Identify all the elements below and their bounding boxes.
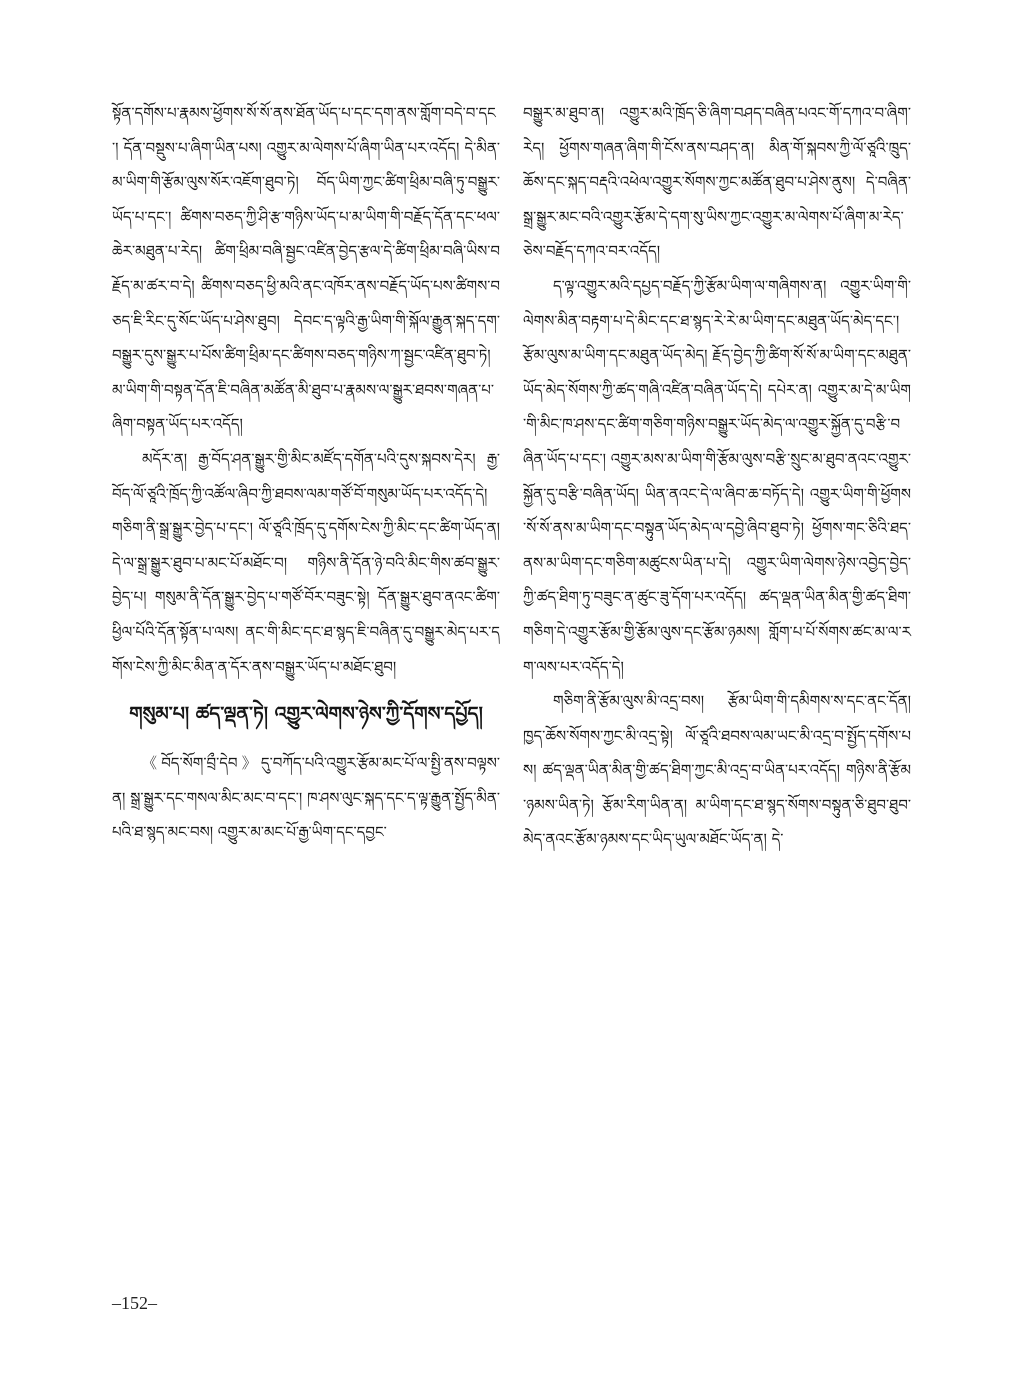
right-column [523, 96, 911, 857]
left-column [112, 96, 500, 850]
paragraph: གཅིག་ནི་རྩོམ་ལུས་མི་འདྲ་བས། རྩོམ་ཡིག་གི་དམིགས་ས་དང་ནང་དོན། ཁྱད་ཆོས་སོགས་ཀྱང་མི་འདྲ་སྟེ། ལོ་ཙཱའི་ཐབས་ལམ་ཡང་མི་འདྲ་བ་སྤྱོད་དགོས་པས། ཚད་ལྡན་ཡིན་མིན་གྱི་ཚད་ཐིག་ཀྱང་མི་འདྲ་བ་ཡིན་པར་འདོད། གཉིས་ནི་རྩོམ་ཉམས་ཡིན་ཏེ། རྩོམ་རིག་ཡིན་ན། མ་ཡིག་དང་ཐ་སྙད་སོགས་བསྟུན་ཅི་ཐུབ་ཐུབ་མེད་ནའང་རྩོམ་ཉམས་དང་ཡིད་ཡུལ་མཐོང་ཡོད་ན། དེ་ [523, 692, 911, 849]
section-heading: གསུམ་པ། ཚད་ལྡན་ཏེ། འགྱུར་ལེགས་ཉེས་ཀྱི་དོགས་དཔྱོད། [129, 703, 483, 726]
page-number: –152– [112, 1293, 157, 1313]
paragraph: བསྒྱུར་མ་ཐུབ་ན། འགྱུར་མའི་ཁྲོད་ཅི་ཞིག་བཤད་བཞིན་པའང་གོ་དཀའ་བ་ཞིག་རེད། ཕྱོགས་གཞན་ཞིག་གི་ངོས་ནས་བཤད་ན། མིན་གོ་སྐབས་ཀྱི་ལོ་ཙཱའི་ཁྲུད་ཆོས་དང་སྐད་བརྡའི་འཕེལ་འགྱུར་སོགས་ཀྱང་མཚོན་ཐུབ་པ་ཤེས་ནུས། དེ་བཞིན་སྒྲ་སྒྱུར་མང་བའི་འགྱུར་རྩོམ་དེ་དག་སུ་ཡིས་ཀྱང་འགྱུར་མ་ལེགས་པོ་ཞིག་མ་རེད་ཅེས་བརྗོད་དཀའ་བར་འདོད། [523, 104, 911, 261]
paragraph: མདོར་ན། རྒྱ་བོད་ཤན་སྒྱུར་གྱི་མིང་མཛོད་དགོན་པའི་དུས་སྐབས་དེར། རྒྱ་བོད་ལོ་ཙཱའི་ཁྲོད་ཀྱི་འཚོལ་ཞིབ་ཀྱི་ཐབས་ལམ་གཙོ་བོ་གསུམ་ཡོད་པར་འདོད་དེ། གཅིག་ནི་སྒྲ་སྒྱུར་བྱེད་པ་དང་། ལོ་ཙཱའི་ཁྲོད་དུ་དགོས་ངེས་ཀྱི་མིང་དང་ཚིག་ཡོད་ན། དེ་ལ་སྒྲ་སྒྱུར་ཐུབ་པ་མང་པོ་མཐོང་བ། གཉིས་ནི་དོན་ཉེ་བའི་མིང་གིས་ཚབ་སྒྱུར་བྱེད་པ། གསུམ་ནི་དོན་སྒྱུར་བྱེད་པ་གཙོ་བོར་བཟུང་སྟེ། དོན་སྒྱུར་ཐུབ་ནའང་ཚིག་ཕྱིལ་པོའི་དོན་སྟོན་པ་ལས། ནང་གི་མིང་དང་ཐ་སྙད་ཇི་བཞིན་དུ་བསྒྱུར་མེད་པར་དགོས་ངེས་ཀྱི་མིང་མིན་ན་དོར་ནས་བསྒྱུར་ཡོད་པ་མཐོང་ཐུབ། [112, 449, 500, 676]
paragraph: 《བོད་སོག་བྲྀ་དེབ》དུ་བཀོད་པའི་འགྱུར་རྩོམ་མང་པོ་ལ་སྤྱི་ནས་བལྟས་ན། སྒྲ་སྒྱུར་དང་གསལ་མིང་མང་བ་དང་། ཁ་ཤས་ལུང་སྐད་དང་ད་ལྟ་རྒྱུན་སྤྱོད་མིན་པའི་ཐ་སྙད་མང་བས། འགྱུར་མ་མང་པོ་རྒྱ་ཡིག་དང་དབྱང་ [112, 754, 500, 842]
paragraph: ད་ལྟ་འགྱུར་མའི་དཔྱད་བརྗོད་ཀྱི་རྩོམ་ཡིག་ལ་གཞིགས་ན། འགྱུར་ཡིག་གི་ལེགས་མིན་བརྟག་པ་དེ་མིང་དང་ཐ་སྙད་རེ་རེ་མ་ཡིག་དང་མཐུན་ཡོད་མེད་དང་། རྩོམ་ལུས་མ་ཡིག་དང་མཐུན་ཡོད་མེད། རྗོད་བྱེད་ཀྱི་ཚིག་སོ་སོ་མ་ཡིག་དང་མཐུན་ཡོད་མེད་སོགས་ཀྱི་ཚད་གཞི་འཛིན་བཞིན་ཡོད་དེ། དཔེར་ན། འགྱུར་མ་དེ་མ་ཡིག་གི་མིང་ཁ་ཤས་དང་ཚིག་གཅིག་གཉིས་བསྒྱུར་ཡོད་མེད་ལ་འགྱུར་སྐྱོན་དུ་བརྩི་བཞིན་ཡོད་པ་དང་། འགྱུར་མས་མ་ཡིག་གི་རྩོམ་ལུས་བརྩི་སྲུང་མ་ཐུབ་ནའང་འགྱུར་སྐྱོན་དུ་བརྩི་བཞིན་ཡོད། ཡིན་ནའང་དེ་ལ་ཞིབ་ཆ་བཏོད་དེ། འགྱུར་ཡིག་གི་ཕྱོགས་སོ་སོ་ནས་མ་ཡིག་དང་བསྟུན་ཡོད་མེད་ལ་དབྱེ་ཞིབ་ཐུབ་ཏེ། ཕྱོགས་གང་ཅིའི་ཐད་ནས་མ་ཡིག་དང་གཅིག་མཚུངས་ཡིན་པ་དེ། འགྱུར་ཡིག་ལེགས་ཉེས་འབྱེད་བྱེད་ཀྱི་ཚད་ཐིག་ཏུ་བཟུང་ན་ཚུང་ཟུ་དོག་པར་འདོད། ཚད་ལྡན་ཡིན་མིན་གྱི་ཚད་ཐིག་གཅིག་དེ་འགྱུར་རྩོམ་གྱི་རྩོམ་ལུས་དང་རྩོམ་ཉམས། གློག་པ་པོ་སོགས་ཚང་མ་ལ་རག་ལས་པར་འདོད་དེ། [523, 276, 911, 676]
paragraph: སྟོན་དགོས་པ་རྣམས་ཕྱོགས་སོ་སོ་ནས་ཐོན་ཡོད་པ་དང་དག་ནས་གློག་བདེ་བ་དང་། དོན་བསྡུས་པ་ཞིག་ཡིན་པས། འགྱུར་མ་ལེགས་པོ་ཞིག་ཡིན་པར་འདོད། དེ་མིན་མ་ཡིག་གི་རྩོམ་ལུས་སོར་འཇོག་ཐུབ་ཏེ། བོད་ཡིག་ཀྱང་ཚིག་ཕྲིམ་བཞི་ཏུ་བསྒྱུར་ཡོད་པ་དང་། ཚིགས་བཅད་ཀྱི་ཤི་རྩ་གཉིས་ཡོད་པ་མ་ཡིག་གི་བརྗོད་དོན་དང་ཕལ་ཆེར་མཐུན་པ་རེད། ཚིག་ཕྲིམ་བཞི་སྦྱང་འཛིན་བྱེད་རྩལ་དེ་ཚིག་ཕྲིམ་བཞི་ཡིས་བརྗོད་མ་ཚར་བ་དེ། ཚིགས་བཅད་ཕྱི་མའི་ནང་འཁོར་ནས་བརྗོད་ཡོད་པས་ཚིགས་བཅད་ཇི་རིང་དུ་སོང་ཡོད་པ་ཤེས་ཐུབ། དེབང་ད་ལྟའི་རྒྱ་ཡིག་གི་སྐོལ་རྒྱུན་སྐད་དག་བསྒྱུར་དུས་སྒྱུར་པ་པོས་ཚིག་ཕྲིམ་དང་ཚིགས་བཅད་གཉིས་ཀ་སྦྱང་འཛིན་ཐུབ་ཏེ། མ་ཡིག་གི་བསྟན་དོན་ཇི་བཞིན་མཚོན་མི་ཐུབ་པ་རྣམས་ལ་སྒྱུར་ཐབས་གཞན་པ་ཞིག་བསྟན་ཡོད་པར་འདོད། [112, 104, 500, 434]
